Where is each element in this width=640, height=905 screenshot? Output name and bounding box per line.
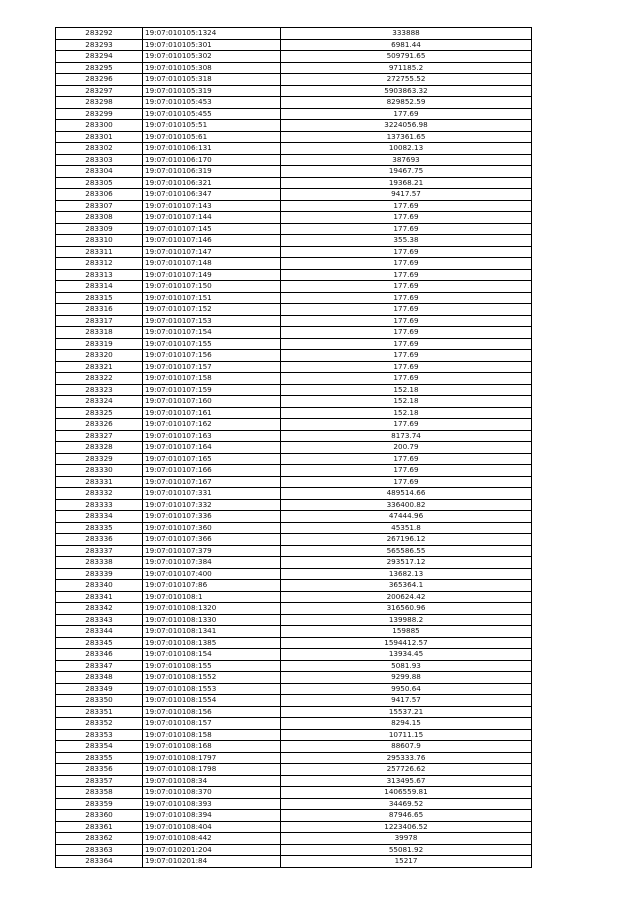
table-row bbox=[56, 534, 532, 546]
value-cell: 1223406.52 bbox=[281, 821, 532, 833]
cadastral-number-cell: 19:07:010105:453 bbox=[143, 97, 281, 109]
row-number-cell: 283293 bbox=[56, 39, 143, 51]
table-row bbox=[56, 315, 532, 327]
row-number-cell: 283347 bbox=[56, 660, 143, 672]
cadastral-number-cell: 19:07:010107:163 bbox=[143, 430, 281, 442]
value-cell: 10082.13 bbox=[281, 143, 532, 155]
row-number-cell: 283333 bbox=[56, 499, 143, 511]
cadastral-number-cell: 19:07:010108:154 bbox=[143, 649, 281, 661]
row-number-cell: 283306 bbox=[56, 189, 143, 201]
table-row bbox=[56, 269, 532, 281]
cadastral-number-cell: 19:07:010108:1552 bbox=[143, 672, 281, 684]
value-cell: 336400.82 bbox=[281, 499, 532, 511]
row-number-cell: 283359 bbox=[56, 798, 143, 810]
row-number-cell: 283331 bbox=[56, 476, 143, 488]
row-number-cell: 283341 bbox=[56, 591, 143, 603]
value-cell: 9299.88 bbox=[281, 672, 532, 684]
value-cell: 45351.8 bbox=[281, 522, 532, 534]
table-row bbox=[56, 729, 532, 741]
row-number-cell: 283297 bbox=[56, 85, 143, 97]
row-number-cell: 283338 bbox=[56, 557, 143, 569]
cadastral-number-cell: 19:07:010107:379 bbox=[143, 545, 281, 557]
table-row bbox=[56, 373, 532, 385]
value-cell: 47444.96 bbox=[281, 511, 532, 523]
value-cell: 267196.12 bbox=[281, 534, 532, 546]
table-row bbox=[56, 787, 532, 799]
row-number-cell: 283321 bbox=[56, 361, 143, 373]
table-row bbox=[56, 166, 532, 178]
row-number-cell: 283332 bbox=[56, 488, 143, 500]
table-row bbox=[56, 74, 532, 86]
cadastral-number-cell: 19:07:010107:160 bbox=[143, 396, 281, 408]
cadastral-number-cell: 19:07:010106:131 bbox=[143, 143, 281, 155]
table-row bbox=[56, 396, 532, 408]
table-row bbox=[56, 304, 532, 316]
cadastral-number-cell: 19:07:010105:302 bbox=[143, 51, 281, 63]
row-number-cell: 283364 bbox=[56, 856, 143, 868]
cadastral-number-cell: 19:07:010108:156 bbox=[143, 706, 281, 718]
table-row bbox=[56, 453, 532, 465]
table-row bbox=[56, 511, 532, 523]
value-cell: 177.69 bbox=[281, 361, 532, 373]
cadastral-number-cell: 19:07:010107:158 bbox=[143, 373, 281, 385]
cadastral-number-cell: 19:07:010108:442 bbox=[143, 833, 281, 845]
table-row bbox=[56, 522, 532, 534]
cadastral-number-cell: 19:07:010105:1324 bbox=[143, 28, 281, 40]
cadastral-number-cell: 19:07:010108:1330 bbox=[143, 614, 281, 626]
value-cell: 15537.21 bbox=[281, 706, 532, 718]
table-row bbox=[56, 649, 532, 661]
cadastral-number-cell: 19:07:010108:1797 bbox=[143, 752, 281, 764]
table-row bbox=[56, 430, 532, 442]
row-number-cell: 283335 bbox=[56, 522, 143, 534]
value-cell: 9950.64 bbox=[281, 683, 532, 695]
value-cell: 177.69 bbox=[281, 373, 532, 385]
value-cell: 177.69 bbox=[281, 200, 532, 212]
table-row bbox=[56, 752, 532, 764]
row-number-cell: 283318 bbox=[56, 327, 143, 339]
table-row bbox=[56, 465, 532, 477]
cadastral-number-cell: 19:07:010106:347 bbox=[143, 189, 281, 201]
cadastral-number-cell: 19:07:010201:84 bbox=[143, 856, 281, 868]
table-row bbox=[56, 476, 532, 488]
value-cell: 13934.45 bbox=[281, 649, 532, 661]
row-number-cell: 283355 bbox=[56, 752, 143, 764]
value-cell: 177.69 bbox=[281, 304, 532, 316]
cadastral-number-cell: 19:07:010201:204 bbox=[143, 844, 281, 856]
value-cell: 6981.44 bbox=[281, 39, 532, 51]
row-number-cell: 283336 bbox=[56, 534, 143, 546]
value-cell: 200624.42 bbox=[281, 591, 532, 603]
table-row bbox=[56, 856, 532, 868]
table-row bbox=[56, 844, 532, 856]
table-row bbox=[56, 591, 532, 603]
cadastral-number-cell: 19:07:010105:319 bbox=[143, 85, 281, 97]
row-number-cell: 283303 bbox=[56, 154, 143, 166]
table-row bbox=[56, 246, 532, 258]
table-row bbox=[56, 384, 532, 396]
cadastral-number-cell: 19:07:010105:318 bbox=[143, 74, 281, 86]
row-number-cell: 283337 bbox=[56, 545, 143, 557]
row-number-cell: 283352 bbox=[56, 718, 143, 730]
value-cell: 8173.74 bbox=[281, 430, 532, 442]
cadastral-number-cell: 19:07:010108:158 bbox=[143, 729, 281, 741]
table-row bbox=[56, 258, 532, 270]
cadastral-number-cell: 19:07:010108:155 bbox=[143, 660, 281, 672]
cadastral-number-cell: 19:07:010107:366 bbox=[143, 534, 281, 546]
cadastral-number-cell: 19:07:010106:170 bbox=[143, 154, 281, 166]
cadastral-number-cell: 19:07:010108:157 bbox=[143, 718, 281, 730]
row-number-cell: 283304 bbox=[56, 166, 143, 178]
row-number-cell: 283353 bbox=[56, 729, 143, 741]
table-row bbox=[56, 821, 532, 833]
row-number-cell: 283310 bbox=[56, 235, 143, 247]
cadastral-number-cell: 19:07:010107:331 bbox=[143, 488, 281, 500]
cadastral-number-cell: 19:07:010107:86 bbox=[143, 580, 281, 592]
row-number-cell: 283315 bbox=[56, 292, 143, 304]
row-number-cell: 283292 bbox=[56, 28, 143, 40]
value-cell: 1594412.57 bbox=[281, 637, 532, 649]
row-number-cell: 283312 bbox=[56, 258, 143, 270]
row-number-cell: 283311 bbox=[56, 246, 143, 258]
table-row bbox=[56, 695, 532, 707]
table-row bbox=[56, 51, 532, 63]
cadastral-number-cell: 19:07:010107:143 bbox=[143, 200, 281, 212]
table-row bbox=[56, 660, 532, 672]
table-row bbox=[56, 223, 532, 235]
cadastral-number-cell: 19:07:010107:159 bbox=[143, 384, 281, 396]
row-number-cell: 283354 bbox=[56, 741, 143, 753]
value-cell: 971185.2 bbox=[281, 62, 532, 74]
row-number-cell: 283324 bbox=[56, 396, 143, 408]
value-cell: 333888 bbox=[281, 28, 532, 40]
cadastral-number-cell: 19:07:010108:1341 bbox=[143, 626, 281, 638]
cadastral-number-cell: 19:07:010107:144 bbox=[143, 212, 281, 224]
table-row bbox=[56, 764, 532, 776]
cadastral-number-cell: 19:07:010108:1554 bbox=[143, 695, 281, 707]
cadastral-number-cell: 19:07:010106:321 bbox=[143, 177, 281, 189]
cadastral-number-cell: 19:07:010108:1 bbox=[143, 591, 281, 603]
table-row bbox=[56, 108, 532, 120]
table-row bbox=[56, 407, 532, 419]
value-cell: 177.69 bbox=[281, 223, 532, 235]
row-number-cell: 283326 bbox=[56, 419, 143, 431]
value-cell: 177.69 bbox=[281, 108, 532, 120]
row-number-cell: 283360 bbox=[56, 810, 143, 822]
cadastral-number-cell: 19:07:010107:161 bbox=[143, 407, 281, 419]
value-cell: 565586.55 bbox=[281, 545, 532, 557]
value-cell: 177.69 bbox=[281, 292, 532, 304]
row-number-cell: 283295 bbox=[56, 62, 143, 74]
cadastral-number-cell: 19:07:010107:165 bbox=[143, 453, 281, 465]
value-cell: 5903863.32 bbox=[281, 85, 532, 97]
row-number-cell: 283345 bbox=[56, 637, 143, 649]
table-row bbox=[56, 557, 532, 569]
row-number-cell: 283322 bbox=[56, 373, 143, 385]
cadastral-number-cell: 19:07:010107:149 bbox=[143, 269, 281, 281]
table-row bbox=[56, 143, 532, 155]
table-row bbox=[56, 62, 532, 74]
row-number-cell: 283329 bbox=[56, 453, 143, 465]
row-number-cell: 283346 bbox=[56, 649, 143, 661]
row-number-cell: 283323 bbox=[56, 384, 143, 396]
table-row bbox=[56, 568, 532, 580]
row-number-cell: 283351 bbox=[56, 706, 143, 718]
cadastral-number-cell: 19:07:010107:150 bbox=[143, 281, 281, 293]
value-cell: 9417.57 bbox=[281, 189, 532, 201]
row-number-cell: 283339 bbox=[56, 568, 143, 580]
cadastral-number-cell: 19:07:010107:155 bbox=[143, 338, 281, 350]
value-cell: 200.79 bbox=[281, 442, 532, 454]
table-body bbox=[56, 28, 532, 868]
row-number-cell: 283330 bbox=[56, 465, 143, 477]
row-number-cell: 283363 bbox=[56, 844, 143, 856]
table-row bbox=[56, 614, 532, 626]
cadastral-number-cell: 19:07:010107:154 bbox=[143, 327, 281, 339]
table-row bbox=[56, 131, 532, 143]
row-number-cell: 283356 bbox=[56, 764, 143, 776]
cadastral-number-cell: 19:07:010108:1553 bbox=[143, 683, 281, 695]
cadastral-number-cell: 19:07:010107:162 bbox=[143, 419, 281, 431]
table-row bbox=[56, 718, 532, 730]
cadastral-number-cell: 19:07:010107:167 bbox=[143, 476, 281, 488]
cadastral-number-cell: 19:07:010107:152 bbox=[143, 304, 281, 316]
row-number-cell: 283320 bbox=[56, 350, 143, 362]
cadastral-number-cell: 19:07:010107:166 bbox=[143, 465, 281, 477]
table-row bbox=[56, 580, 532, 592]
value-cell: 177.69 bbox=[281, 327, 532, 339]
value-cell: 177.69 bbox=[281, 419, 532, 431]
value-cell: 313495.67 bbox=[281, 775, 532, 787]
cadastral-number-cell: 19:07:010107:147 bbox=[143, 246, 281, 258]
row-number-cell: 283361 bbox=[56, 821, 143, 833]
table-row bbox=[56, 97, 532, 109]
cadastral-number-cell: 19:07:010108:1320 bbox=[143, 603, 281, 615]
cadastral-number-cell: 19:07:010107:146 bbox=[143, 235, 281, 247]
table-row bbox=[56, 775, 532, 787]
value-cell: 509791.65 bbox=[281, 51, 532, 63]
row-number-cell: 283296 bbox=[56, 74, 143, 86]
row-number-cell: 283300 bbox=[56, 120, 143, 132]
value-cell: 9417.57 bbox=[281, 695, 532, 707]
row-number-cell: 283362 bbox=[56, 833, 143, 845]
cadastral-number-cell: 19:07:010108:404 bbox=[143, 821, 281, 833]
cadastral-number-cell: 19:07:010108:168 bbox=[143, 741, 281, 753]
table-row bbox=[56, 189, 532, 201]
cadastral-number-cell: 19:07:010106:319 bbox=[143, 166, 281, 178]
value-cell: 177.69 bbox=[281, 453, 532, 465]
value-cell: 34469.52 bbox=[281, 798, 532, 810]
value-cell: 152.18 bbox=[281, 384, 532, 396]
row-number-cell: 283325 bbox=[56, 407, 143, 419]
row-number-cell: 283301 bbox=[56, 131, 143, 143]
cadastral-number-cell: 19:07:010107:153 bbox=[143, 315, 281, 327]
cadastral-number-cell: 19:07:010105:308 bbox=[143, 62, 281, 74]
value-cell: 365364.1 bbox=[281, 580, 532, 592]
row-number-cell: 283302 bbox=[56, 143, 143, 155]
table-row bbox=[56, 212, 532, 224]
value-cell: 316560.96 bbox=[281, 603, 532, 615]
table-row bbox=[56, 177, 532, 189]
table-row bbox=[56, 683, 532, 695]
table-row bbox=[56, 235, 532, 247]
table-row bbox=[56, 292, 532, 304]
table-row bbox=[56, 200, 532, 212]
cadastral-number-cell: 19:07:010108:394 bbox=[143, 810, 281, 822]
table-row bbox=[56, 120, 532, 132]
value-cell: 1406559.81 bbox=[281, 787, 532, 799]
value-cell: 5081.93 bbox=[281, 660, 532, 672]
value-cell: 137361.65 bbox=[281, 131, 532, 143]
value-cell: 8294.15 bbox=[281, 718, 532, 730]
table-row bbox=[56, 637, 532, 649]
value-cell: 159885 bbox=[281, 626, 532, 638]
value-cell: 177.69 bbox=[281, 476, 532, 488]
table-row bbox=[56, 603, 532, 615]
row-number-cell: 283309 bbox=[56, 223, 143, 235]
cadastral-number-cell: 19:07:010107:336 bbox=[143, 511, 281, 523]
row-number-cell: 283340 bbox=[56, 580, 143, 592]
value-cell: 177.69 bbox=[281, 465, 532, 477]
cadastral-number-cell: 19:07:010105:455 bbox=[143, 108, 281, 120]
value-cell: 87946.65 bbox=[281, 810, 532, 822]
row-number-cell: 283342 bbox=[56, 603, 143, 615]
row-number-cell: 283317 bbox=[56, 315, 143, 327]
table-row bbox=[56, 626, 532, 638]
row-number-cell: 283305 bbox=[56, 177, 143, 189]
cadastral-number-cell: 19:07:010107:151 bbox=[143, 292, 281, 304]
row-number-cell: 283316 bbox=[56, 304, 143, 316]
cadastral-number-cell: 19:07:010107:360 bbox=[143, 522, 281, 534]
cadastral-number-cell: 19:07:010108:1385 bbox=[143, 637, 281, 649]
row-number-cell: 283298 bbox=[56, 97, 143, 109]
row-number-cell: 283358 bbox=[56, 787, 143, 799]
row-number-cell: 283348 bbox=[56, 672, 143, 684]
row-number-cell: 283319 bbox=[56, 338, 143, 350]
table-row bbox=[56, 361, 532, 373]
value-cell: 295333.76 bbox=[281, 752, 532, 764]
value-cell: 177.69 bbox=[281, 281, 532, 293]
value-cell: 177.69 bbox=[281, 315, 532, 327]
row-number-cell: 283328 bbox=[56, 442, 143, 454]
table-row bbox=[56, 39, 532, 51]
cadastral-number-cell: 19:07:010108:34 bbox=[143, 775, 281, 787]
row-number-cell: 283314 bbox=[56, 281, 143, 293]
value-cell: 272755.52 bbox=[281, 74, 532, 86]
value-cell: 152.18 bbox=[281, 396, 532, 408]
table-row bbox=[56, 499, 532, 511]
value-cell: 152.18 bbox=[281, 407, 532, 419]
table-row bbox=[56, 28, 532, 40]
value-cell: 13682.13 bbox=[281, 568, 532, 580]
row-number-cell: 283343 bbox=[56, 614, 143, 626]
cadastral-number-cell: 19:07:010105:61 bbox=[143, 131, 281, 143]
table-row bbox=[56, 85, 532, 97]
value-cell: 15217 bbox=[281, 856, 532, 868]
value-cell: 19368.21 bbox=[281, 177, 532, 189]
value-cell: 293517.12 bbox=[281, 557, 532, 569]
value-cell: 177.69 bbox=[281, 258, 532, 270]
value-cell: 19467.75 bbox=[281, 166, 532, 178]
value-cell: 177.69 bbox=[281, 269, 532, 281]
table-row bbox=[56, 833, 532, 845]
value-cell: 257726.62 bbox=[281, 764, 532, 776]
cadastral-number-cell: 19:07:010108:1798 bbox=[143, 764, 281, 776]
cadastral-number-cell: 19:07:010107:148 bbox=[143, 258, 281, 270]
row-number-cell: 283349 bbox=[56, 683, 143, 695]
value-cell: 88607.9 bbox=[281, 741, 532, 753]
table-row bbox=[56, 488, 532, 500]
value-cell: 139988.2 bbox=[281, 614, 532, 626]
data-table bbox=[55, 27, 532, 868]
cadastral-number-cell: 19:07:010108:393 bbox=[143, 798, 281, 810]
row-number-cell: 283308 bbox=[56, 212, 143, 224]
table-row bbox=[56, 545, 532, 557]
row-number-cell: 283327 bbox=[56, 430, 143, 442]
table-row bbox=[56, 327, 532, 339]
value-cell: 355.38 bbox=[281, 235, 532, 247]
value-cell: 177.69 bbox=[281, 212, 532, 224]
table-row bbox=[56, 706, 532, 718]
cadastral-number-cell: 19:07:010107:400 bbox=[143, 568, 281, 580]
row-number-cell: 283307 bbox=[56, 200, 143, 212]
table-row bbox=[56, 672, 532, 684]
row-number-cell: 283350 bbox=[56, 695, 143, 707]
cadastral-number-cell: 19:07:010107:157 bbox=[143, 361, 281, 373]
value-cell: 10711.15 bbox=[281, 729, 532, 741]
value-cell: 3224056.98 bbox=[281, 120, 532, 132]
cadastral-number-cell: 19:07:010107:145 bbox=[143, 223, 281, 235]
value-cell: 177.69 bbox=[281, 350, 532, 362]
row-number-cell: 283313 bbox=[56, 269, 143, 281]
table-row bbox=[56, 419, 532, 431]
table-row bbox=[56, 350, 532, 362]
cadastral-number-cell: 19:07:010107:156 bbox=[143, 350, 281, 362]
cadastral-number-cell: 19:07:010107:332 bbox=[143, 499, 281, 511]
row-number-cell: 283344 bbox=[56, 626, 143, 638]
table-row bbox=[56, 798, 532, 810]
value-cell: 387693 bbox=[281, 154, 532, 166]
value-cell: 55081.92 bbox=[281, 844, 532, 856]
value-cell: 39978 bbox=[281, 833, 532, 845]
table-row bbox=[56, 442, 532, 454]
cadastral-number-cell: 19:07:010108:370 bbox=[143, 787, 281, 799]
table-row bbox=[56, 338, 532, 350]
row-number-cell: 283294 bbox=[56, 51, 143, 63]
row-number-cell: 283357 bbox=[56, 775, 143, 787]
cadastral-number-cell: 19:07:010107:384 bbox=[143, 557, 281, 569]
row-number-cell: 283334 bbox=[56, 511, 143, 523]
cadastral-number-cell: 19:07:010105:301 bbox=[143, 39, 281, 51]
value-cell: 177.69 bbox=[281, 338, 532, 350]
value-cell: 829852.59 bbox=[281, 97, 532, 109]
cadastral-number-cell: 19:07:010105:51 bbox=[143, 120, 281, 132]
table-row bbox=[56, 810, 532, 822]
table-row bbox=[56, 741, 532, 753]
cadastral-number-cell: 19:07:010107:164 bbox=[143, 442, 281, 454]
row-number-cell: 283299 bbox=[56, 108, 143, 120]
table-row bbox=[56, 281, 532, 293]
value-cell: 177.69 bbox=[281, 246, 532, 258]
table-row bbox=[56, 154, 532, 166]
value-cell: 489514.66 bbox=[281, 488, 532, 500]
